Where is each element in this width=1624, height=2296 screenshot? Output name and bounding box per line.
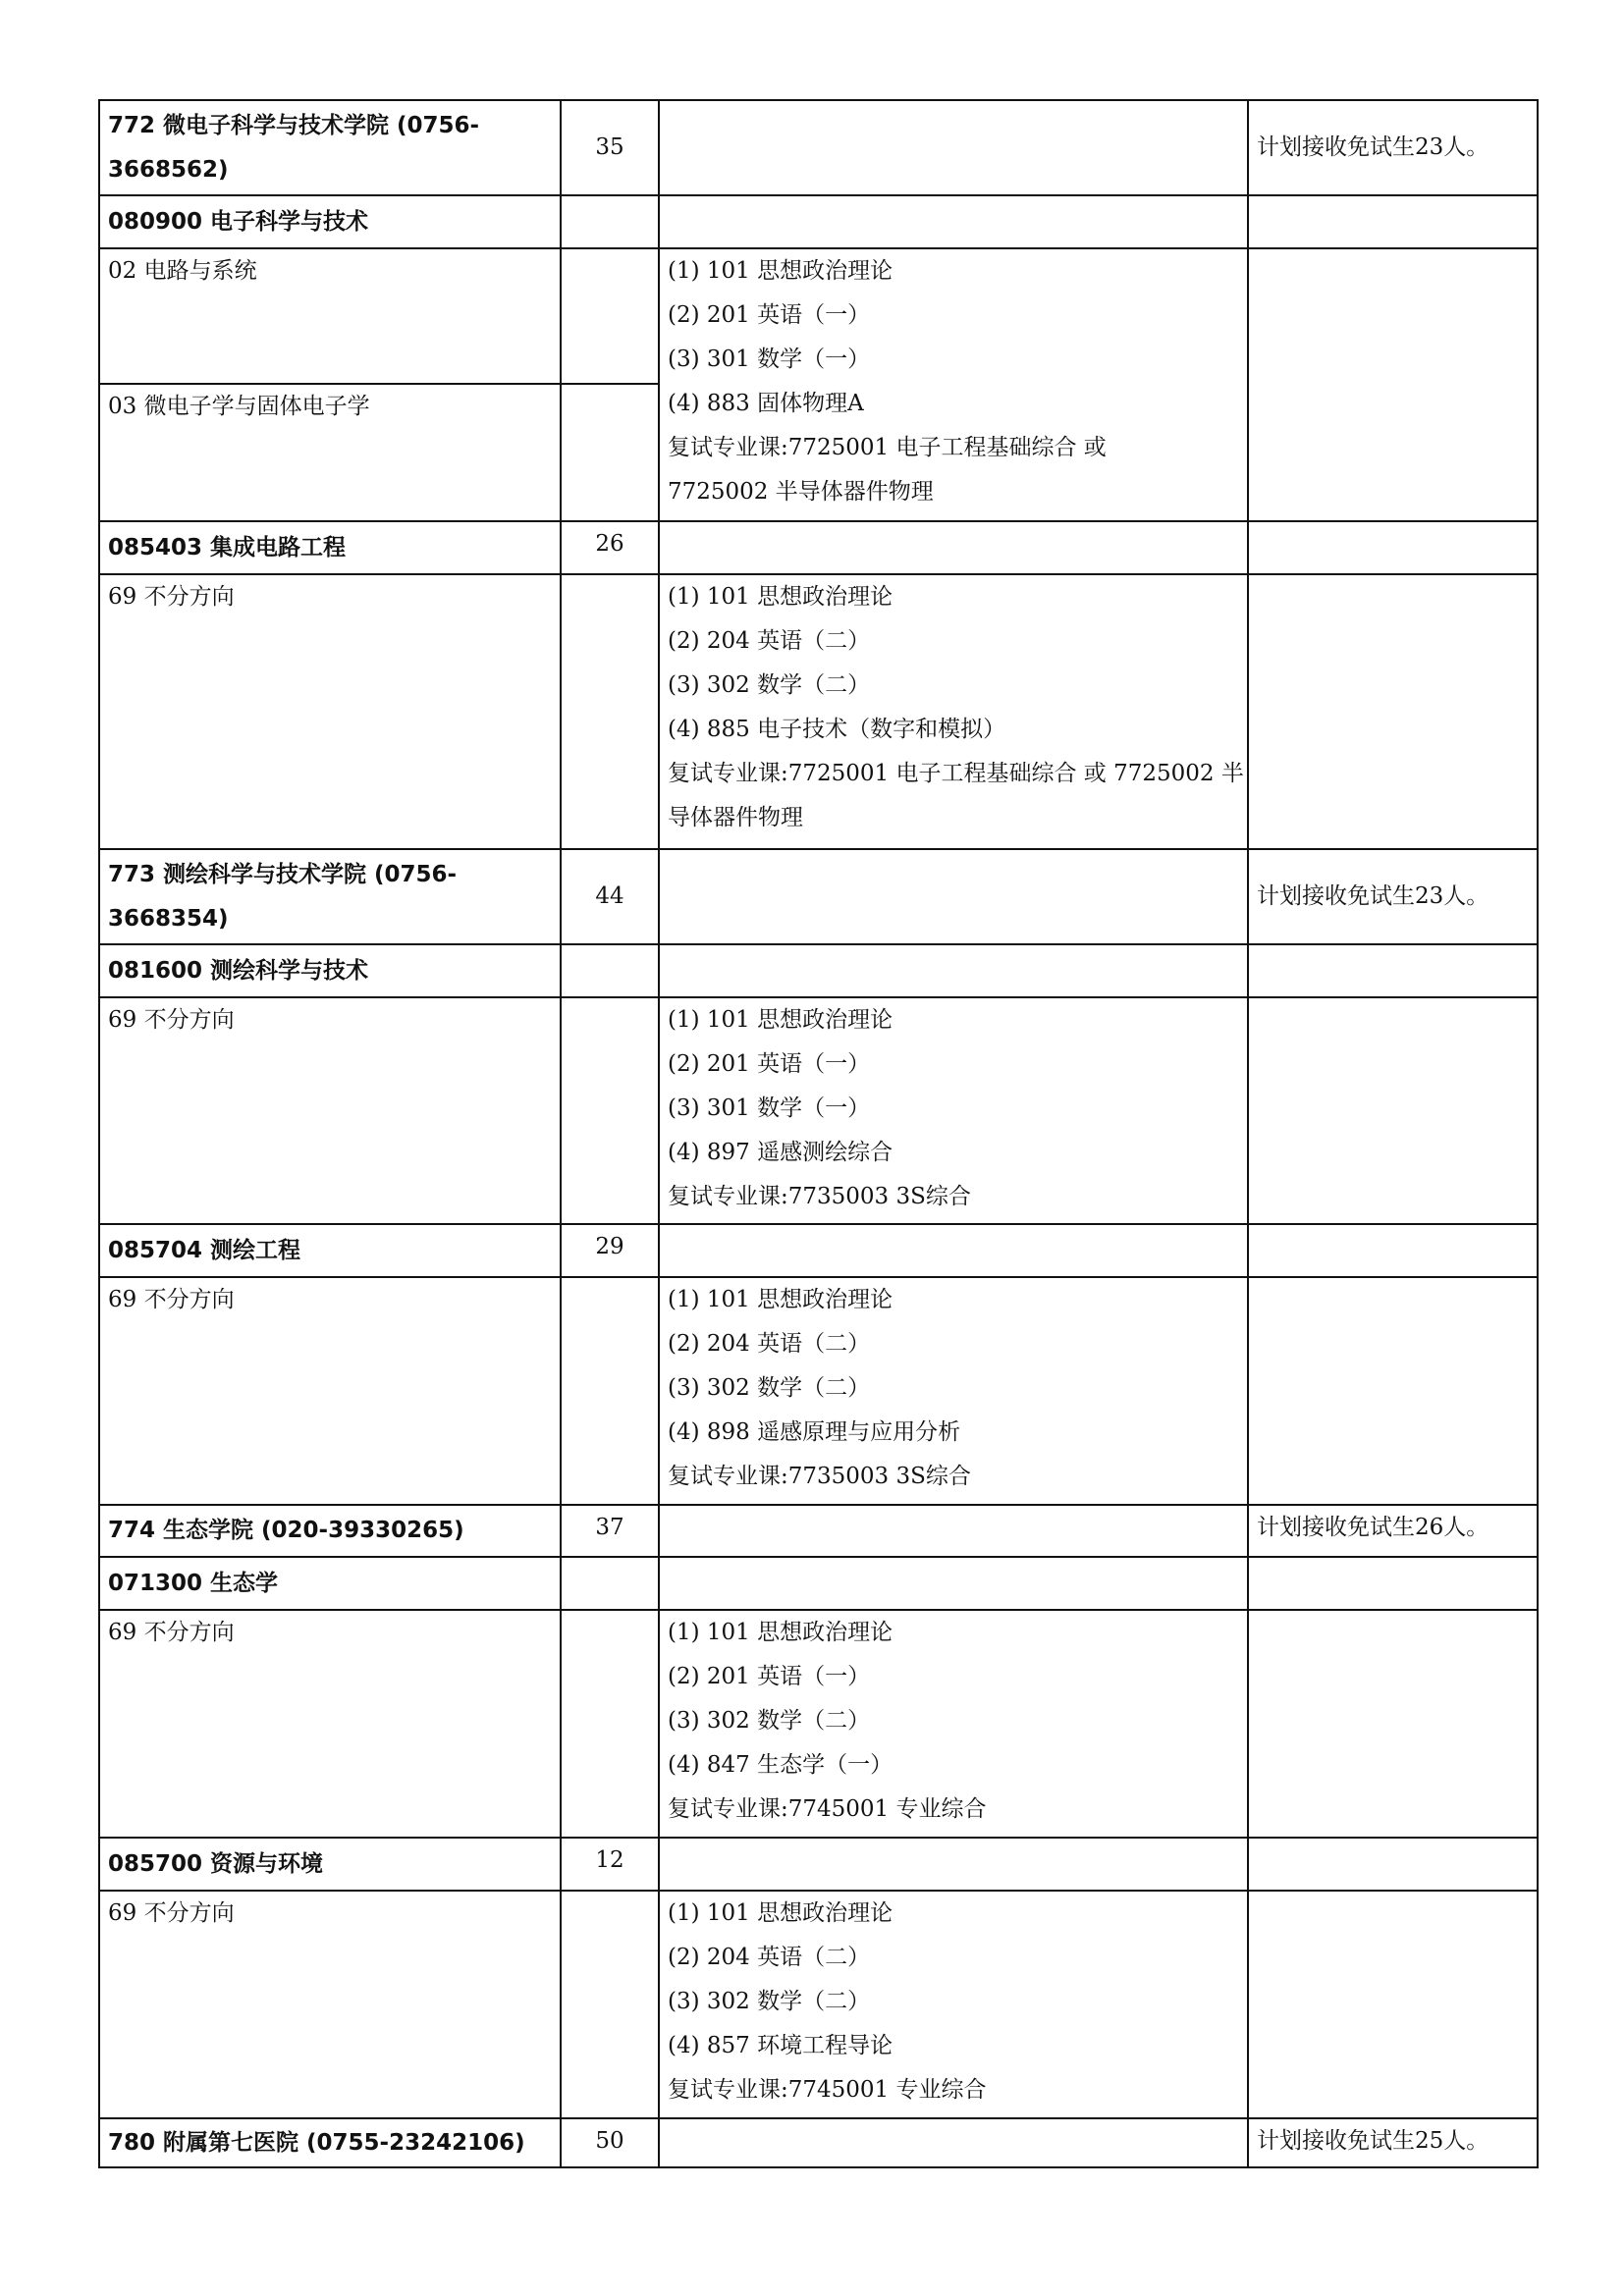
retest-line: 复试专业课:7745001 专业综合 xyxy=(668,2077,987,2103)
exemption-note: 计划接收免试生26人。 xyxy=(1248,1505,1538,1557)
direction-quota xyxy=(561,1277,659,1505)
exam-line: (1) 101 思想政治理论 xyxy=(668,584,893,610)
college-row xyxy=(99,849,1538,944)
direction-name: 69 不分方向 xyxy=(99,574,561,849)
college-row xyxy=(99,2118,1538,2167)
exam-line: (4) 847 生态学（一） xyxy=(668,1752,893,1778)
direction-quota xyxy=(561,384,659,521)
exam-line: (3) 302 数学（二） xyxy=(668,1989,871,2014)
note-cell-empty xyxy=(1248,997,1538,1224)
exam-subjects xyxy=(659,1277,1248,1505)
admissions-catalog-table xyxy=(98,99,1539,2168)
direction-row xyxy=(99,1610,1538,1838)
note-cell-empty xyxy=(1248,1277,1538,1505)
major-quota xyxy=(561,195,659,248)
exam-cell-empty xyxy=(659,195,1248,248)
direction-row xyxy=(99,574,1538,849)
exam-line: (2) 201 英语（一） xyxy=(668,302,871,328)
exam-cell-empty xyxy=(659,849,1248,944)
major-name: 080900 电子科学与技术 xyxy=(99,195,561,248)
college-quota: 50 xyxy=(561,2118,659,2167)
exam-cell-empty xyxy=(659,1557,1248,1610)
college-row xyxy=(99,100,1538,195)
major-row xyxy=(99,1224,1538,1277)
retest-line: 复试专业课:7725001 电子工程基础综合 或 7725002 半导体器件物理 xyxy=(668,761,1244,830)
major-quota: 29 xyxy=(561,1224,659,1277)
direction-name: 69 不分方向 xyxy=(99,1891,561,2118)
retest-line: 复试专业课:7735003 3S综合 xyxy=(668,1184,971,1209)
exam-line: (3) 302 数学（二） xyxy=(668,1375,871,1401)
major-name: 085700 资源与环境 xyxy=(99,1838,561,1891)
exam-line: (4) 885 电子技术（数字和模拟） xyxy=(668,717,1006,742)
exam-cell-empty xyxy=(659,944,1248,997)
exam-subjects xyxy=(659,997,1248,1224)
note-cell-empty xyxy=(1248,195,1538,248)
note-cell-empty xyxy=(1248,1838,1538,1891)
note-cell-empty xyxy=(1248,574,1538,849)
major-row xyxy=(99,195,1538,248)
exam-cell-empty xyxy=(659,1224,1248,1277)
major-quota xyxy=(561,1557,659,1610)
direction-name: 03 微电子学与固体电子学 xyxy=(99,384,561,521)
major-name: 085704 测绘工程 xyxy=(99,1224,561,1277)
note-cell-empty xyxy=(1248,1610,1538,1838)
college-row xyxy=(99,1505,1538,1557)
exam-line: (4) 883 固体物理A xyxy=(668,391,864,416)
college-name: 773 测绘科学与技术学院 (0756-3668354) xyxy=(99,849,561,944)
major-name: 081600 测绘科学与技术 xyxy=(99,944,561,997)
exam-line: (1) 101 思想政治理论 xyxy=(668,258,893,284)
exam-line: (4) 898 遥感原理与应用分析 xyxy=(668,1419,961,1445)
college-name: 780 附属第七医院 (0755-23242106) xyxy=(99,2118,561,2167)
exam-line: (1) 101 思想政治理论 xyxy=(668,1900,893,1926)
note-cell-empty xyxy=(1248,944,1538,997)
direction-quota xyxy=(561,248,659,384)
exam-subjects xyxy=(659,1610,1248,1838)
exemption-note: 计划接收免试生25人。 xyxy=(1248,2118,1538,2167)
exam-line: (4) 857 环境工程导论 xyxy=(668,2033,893,2058)
exam-subjects xyxy=(659,574,1248,849)
retest-line: 7725002 半导体器件物理 xyxy=(668,479,934,505)
note-cell-empty xyxy=(1248,521,1538,574)
exemption-note: 计划接收免试生23人。 xyxy=(1248,100,1538,195)
direction-quota xyxy=(561,1610,659,1838)
major-row xyxy=(99,944,1538,997)
note-cell-empty xyxy=(1248,1557,1538,1610)
note-cell-empty xyxy=(1248,1891,1538,2118)
exam-line: (3) 301 数学（一） xyxy=(668,347,871,372)
exam-cell-empty xyxy=(659,1505,1248,1557)
major-row xyxy=(99,1557,1538,1610)
college-name: 772 微电子科学与技术学院 (0756-3668562) xyxy=(99,100,561,195)
retest-line: 复试专业课:7745001 专业综合 xyxy=(668,1796,987,1822)
major-quota: 12 xyxy=(561,1838,659,1891)
direction-row xyxy=(99,1277,1538,1505)
major-name: 085403 集成电路工程 xyxy=(99,521,561,574)
direction-row xyxy=(99,1891,1538,2118)
exemption-note: 计划接收免试生23人。 xyxy=(1248,849,1538,944)
retest-line: 复试专业课:7725001 电子工程基础综合 或 xyxy=(668,435,1107,460)
exam-line: (3) 302 数学（二） xyxy=(668,672,871,698)
major-quota: 26 xyxy=(561,521,659,574)
college-name: 774 生态学院 (020-39330265) xyxy=(99,1505,561,1557)
exam-line: (2) 204 英语（二） xyxy=(668,1945,871,1970)
exam-line: (3) 301 数学（一） xyxy=(668,1095,871,1121)
exam-subjects xyxy=(659,1891,1248,2118)
exam-cell-empty xyxy=(659,1838,1248,1891)
college-quota: 35 xyxy=(561,100,659,195)
note-cell-empty xyxy=(1248,248,1538,521)
exam-cell-empty xyxy=(659,2118,1248,2167)
exam-line: (1) 101 思想政治理论 xyxy=(668,1620,893,1645)
direction-row xyxy=(99,248,1538,384)
exam-line: (1) 101 思想政治理论 xyxy=(668,1007,893,1033)
exam-cell-empty xyxy=(659,521,1248,574)
exam-line: (4) 897 遥感测绘综合 xyxy=(668,1140,893,1165)
exam-line: (2) 201 英语（一） xyxy=(668,1664,871,1689)
retest-line: 复试专业课:7735003 3S综合 xyxy=(668,1464,971,1489)
direction-name: 69 不分方向 xyxy=(99,997,561,1224)
direction-name: 02 电路与系统 xyxy=(99,248,561,384)
exam-line: (3) 302 数学（二） xyxy=(668,1708,871,1734)
college-quota: 44 xyxy=(561,849,659,944)
direction-quota xyxy=(561,997,659,1224)
direction-quota xyxy=(561,1891,659,2118)
college-quota: 37 xyxy=(561,1505,659,1557)
major-row xyxy=(99,521,1538,574)
exam-cell-empty xyxy=(659,100,1248,195)
exam-line: (2) 204 英语（二） xyxy=(668,628,871,654)
direction-quota xyxy=(561,574,659,849)
direction-row xyxy=(99,997,1538,1224)
major-row xyxy=(99,1838,1538,1891)
major-name: 071300 生态学 xyxy=(99,1557,561,1610)
exam-subjects xyxy=(659,248,1248,521)
exam-line: (2) 201 英语（一） xyxy=(668,1051,871,1077)
direction-name: 69 不分方向 xyxy=(99,1610,561,1838)
note-cell-empty xyxy=(1248,1224,1538,1277)
exam-line: (2) 204 英语（二） xyxy=(668,1331,871,1357)
direction-name: 69 不分方向 xyxy=(99,1277,561,1505)
major-quota xyxy=(561,944,659,997)
exam-line: (1) 101 思想政治理论 xyxy=(668,1287,893,1312)
